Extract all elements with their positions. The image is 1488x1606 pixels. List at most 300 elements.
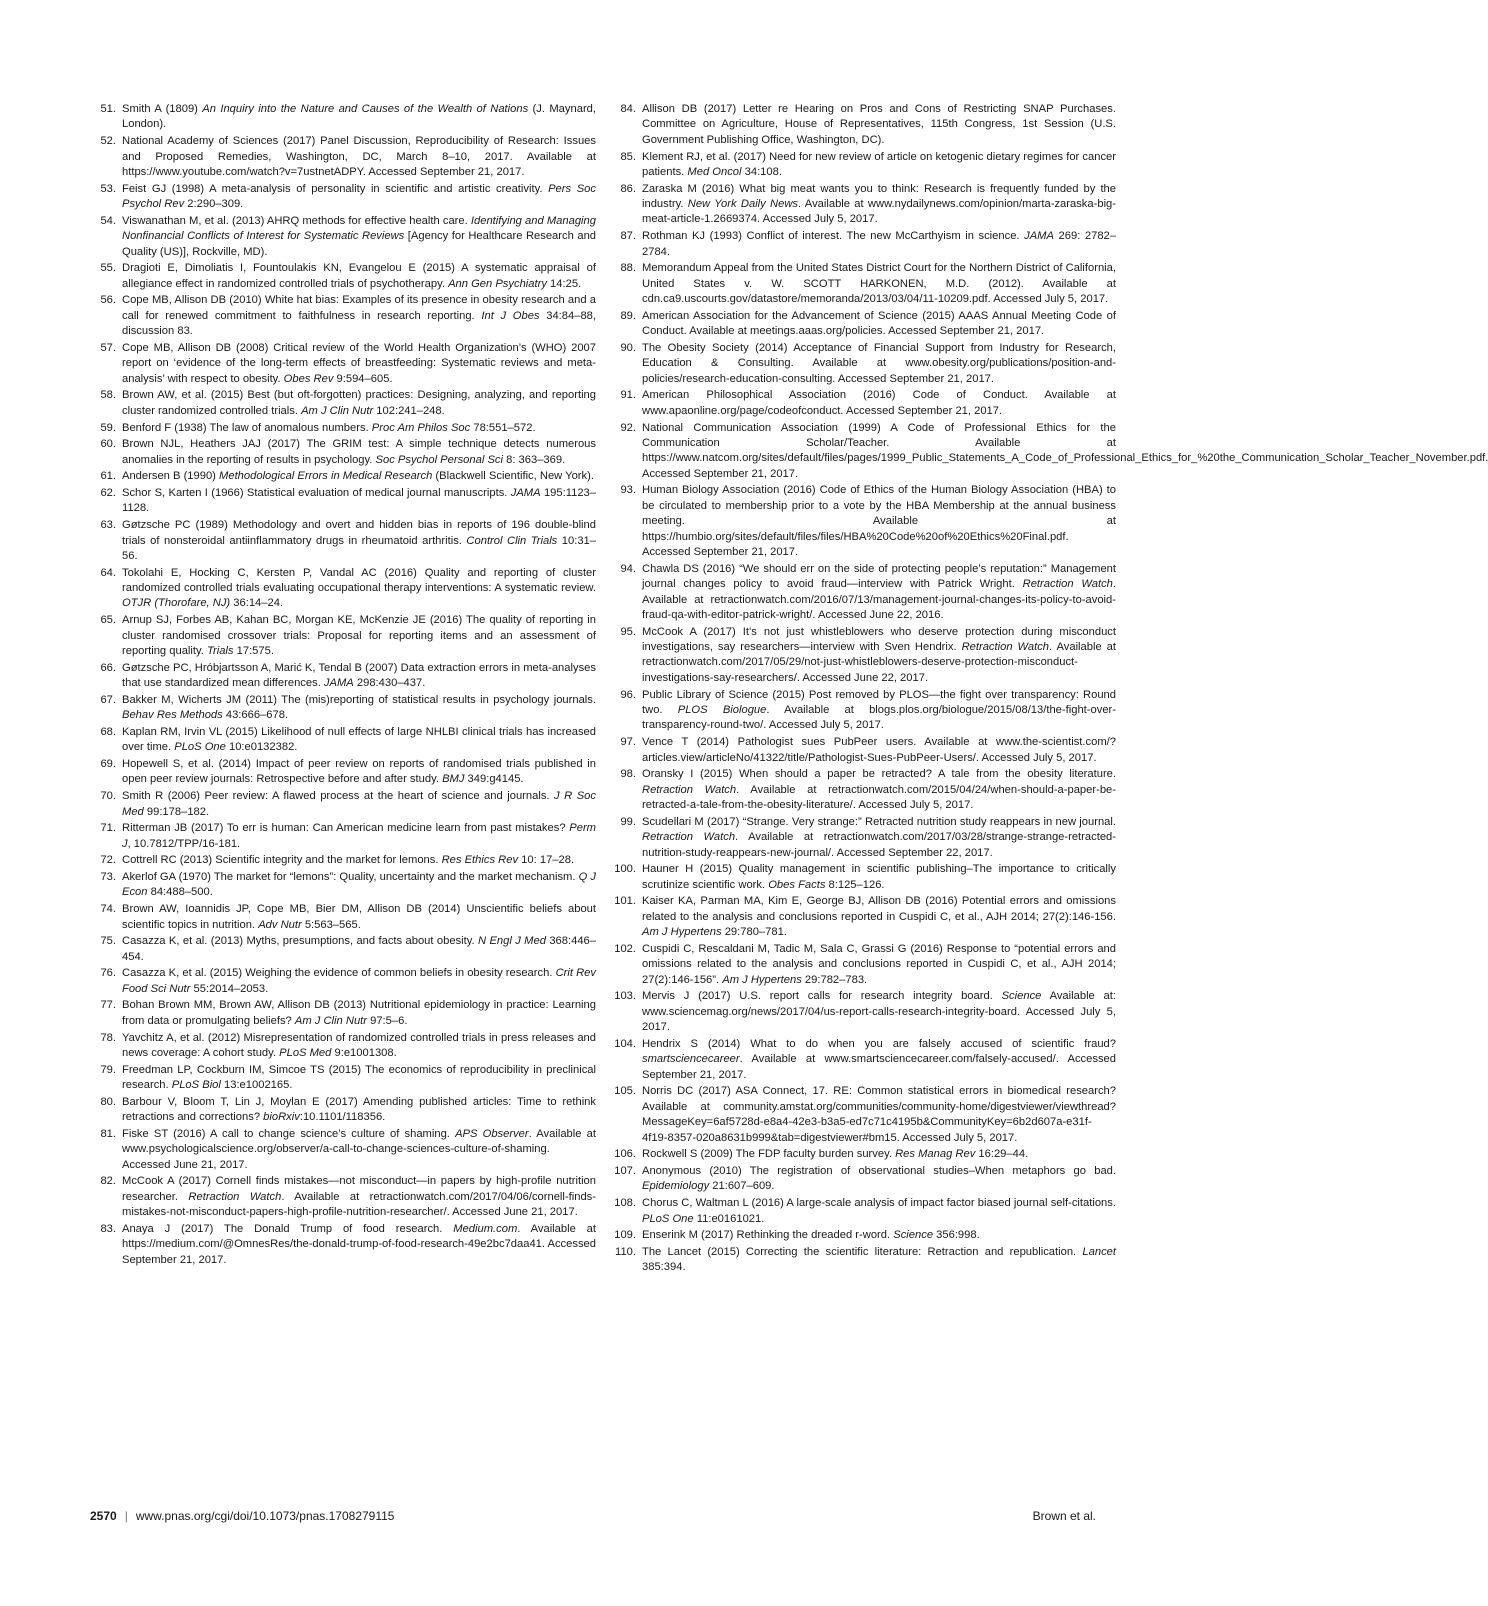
reference-item: [90, 1063, 596, 1094]
reference-text-segment: Anonymous (2010) The registration of observational studies–When metaphors go bad.: [642, 1165, 1116, 1178]
reference-text-segment: Freedman LP, Cockburn IM, Simcoe TS (2015) The economics of reproducibility in preclinical research.: [122, 1063, 596, 1092]
reference-item: [90, 1031, 596, 1062]
reference-journal-title: Behav Res Methods: [122, 709, 223, 722]
reference-text: [642, 689, 1116, 732]
reference-number: 58.: [100, 389, 116, 402]
reference-item: [610, 1147, 1116, 1162]
reference-journal-title: Res Ethics Rev: [441, 854, 519, 867]
reference-text-segment: Arnup SJ, Forbes AB, Kahan BC, Morgan KE, McKenzie JE (2016) The quality of reporting in cluster randomised crossover trials: Proposal for reporting items and an assessment of reporting quality.: [122, 614, 596, 657]
reference-text: [642, 310, 1116, 337]
reference-journal-title: Obes Facts: [768, 878, 826, 891]
reference-item: [610, 688, 1116, 734]
reference-number: 92.: [620, 421, 636, 434]
reference-text: [642, 1246, 1116, 1273]
reference-item: [90, 821, 596, 852]
reference-list-right: [610, 102, 1488, 1276]
reference-text-segment: Brown AW, et al. (2015) Best (but oft-forgotten) practices: Designing, analyzing, and reporting cluster randomized controlled trials.: [122, 389, 596, 417]
reference-text: [122, 215, 596, 258]
reference-item: [610, 421, 1488, 483]
reference-text-segment: 356:998.: [933, 1229, 980, 1242]
reference-text: [122, 438, 596, 465]
reference-text-segment: 8: 363–369.: [503, 453, 566, 466]
reference-text-segment: :10.1101/118356.: [299, 1111, 386, 1124]
reference-item: [90, 518, 596, 564]
reference-journal-title: JAMA: [1024, 230, 1054, 243]
reference-item: [90, 182, 596, 213]
reference-text-segment: Ritterman JB (2017) To err is human: Can American medicine learn from past mistakes?: [122, 822, 570, 835]
reference-text-segment: Enserink M (2017) Rethinking the dreaded r-word.: [642, 1229, 894, 1242]
reference-text-segment: 99:178–182.: [143, 805, 210, 818]
reference-item: [90, 102, 596, 133]
reference-text-segment: 10:e0132382.: [225, 741, 298, 754]
reference-number: 63.: [100, 519, 116, 532]
reference-number: 94.: [620, 562, 636, 575]
reference-number: 75.: [100, 935, 116, 948]
reference-text-segment: Oransky I (2015) When should a paper be retracted? A tale from the obesity literature.: [642, 768, 1116, 781]
reference-text-segment: . Available at retractionwatch.com/2017/04/06/cornell-finds-mistakes-not-misconduct-papers-high-profile-nutrition-researcher/. Accessed June 21, 2017.: [122, 1190, 596, 1219]
reference-item: [610, 341, 1116, 387]
reference-item: [90, 661, 596, 692]
reference-number: 90.: [620, 341, 636, 354]
reference-text: [642, 563, 1116, 621]
reference-number: 65.: [100, 614, 116, 627]
reference-number: 57.: [100, 341, 116, 354]
reference-number: 71.: [100, 822, 116, 835]
reference-text-segment: Available at: www.sciencemag.org/news/2017/04/us-report-calls-research-integrity-board. Accessed July 5, 2017.: [642, 990, 1116, 1034]
reference-journal-title: An Inquiry into the Nature and Causes of the Wealth of Nations: [202, 103, 529, 115]
reference-text: [122, 422, 536, 434]
reference-journal-title: Med Oncol: [687, 165, 742, 178]
reference-number: 101.: [614, 895, 636, 908]
reference-item: [90, 421, 596, 436]
reference-text-segment: Cope MB, Allison DB (2008) Critical review of the World Health Organization’s (WHO) 2007 report on ‘evidence of the long-term effects of breastfeeding: Systematic reviews and meta-analysis’ with respect to obesity.: [122, 341, 596, 385]
reference-number: 103.: [614, 990, 636, 1003]
reference-number: 52.: [100, 135, 116, 148]
reference-journal-title: Medium.com: [453, 1222, 518, 1235]
reference-item: [610, 767, 1116, 813]
reference-item: [90, 293, 596, 339]
reference-text-segment: Feist GJ (1998) A meta-analysis of personality in scientific and artistic creativity.: [122, 182, 549, 195]
reference-text-segment: Benford F (1938) The law of anomalous numbers.: [122, 421, 372, 434]
reference-journal-title: APS Observer: [455, 1127, 529, 1140]
reference-text-segment: Brown AW, Ioannidis JP, Cope MB, Bier DM, Allison DB (2014) Unscientific beliefs about scientific topics in nutrition.: [122, 903, 596, 931]
reference-text-segment: Akerlof GA (1970) The market for “lemons”: Quality, uncertainty and the market mechanism.: [122, 871, 579, 884]
reference-number: 55.: [100, 262, 116, 275]
reference-text-segment: 29:782–783.: [801, 973, 868, 986]
reference-text: [642, 1148, 1028, 1160]
reference-text: [122, 726, 596, 753]
reference-text-segment: 36:14–24.: [230, 597, 284, 610]
reference-text-segment: Rockwell S (2009) The FDP faculty burden survey.: [642, 1148, 896, 1161]
reference-text-segment: Cottrell RC (2013) Scientific integrity and the market for lemons.: [122, 854, 442, 867]
reference-text-segment: 11:e0161021.: [693, 1212, 765, 1225]
reference-text-segment: 10:31–56.: [122, 534, 596, 562]
reference-number: 108.: [614, 1197, 636, 1210]
reference-item: [610, 562, 1116, 624]
reference-text-segment: . Available at www.psychologicalscience.org/observer/a-call-to-change-sciences-culture-of-shaming. Accessed June 21, 2017.: [122, 1127, 596, 1171]
reference-number: 70.: [100, 790, 116, 803]
reference-journal-title: Am J Hypertens: [642, 926, 722, 939]
reference-item: [610, 815, 1116, 861]
reference-text-segment: . Available at www.nydailynews.com/opinion/marta-zaraska-big-meat-article-1.2669374. Accessed July 5, 2017.: [642, 198, 1117, 226]
doi-link[interactable]: www.pnas.org/cgi/doi/10.1073/pnas.1708279115: [135, 1509, 395, 1523]
reference-journal-title: Ann Gen Psychiatry: [448, 277, 547, 290]
reference-journal-title: PLoS Biol: [171, 1079, 221, 1092]
reference-text-segment: Vence T (2014) Pathologist sues PubPeer users. Available at www.the-scientist.com/?articles.view/articleNo/41322/title/Pathologist-Sues-PubPeer-Users/. Accessed July 5, 2017.: [642, 736, 1116, 764]
reference-text: [642, 736, 1116, 763]
reference-number: 96.: [620, 688, 636, 701]
reference-text-segment: Andersen B (1990): [122, 470, 220, 483]
reference-text-segment: Smith A (1809): [122, 103, 203, 115]
reference-journal-title: Adv Nutr: [258, 918, 302, 931]
reference-number: 100.: [614, 863, 636, 876]
reference-number: 95.: [620, 625, 636, 638]
reference-journal-title: Science: [1001, 990, 1042, 1003]
reference-text: [642, 990, 1116, 1033]
reference-number: 60.: [100, 438, 116, 451]
reference-item: [610, 1228, 1116, 1243]
reference-text-segment: . Available at retractionwatch.com/2017/03/28/strange-strange-retracted-nutrition-study-reappears-new-journal/. Accessed September 22, 2017.: [642, 831, 1116, 859]
reference-journal-title: Res Manag Rev: [895, 1148, 976, 1161]
reference-number: 83.: [100, 1222, 116, 1235]
reference-text-segment: 34:84–88, discussion 83.: [122, 309, 596, 338]
reference-text-segment: 195:1123–1128.: [122, 487, 596, 515]
reference-text-segment: Dragioti E, Dimoliatis I, Fountoulakis KN, Evangelou E (2015) A systematic appraisal of allegiance effect in randomized controlled trials of psychotherapy.: [122, 262, 596, 290]
reference-text-segment: Mervis J (2017) U.S. report calls for research integrity board.: [642, 990, 1002, 1003]
reference-text-segment: Smith R (2006) Peer review: A flawed process at the heart of science and journals.: [122, 790, 555, 803]
reference-text-segment: Hauner H (2015) Quality management in scientific publishing–The importance to critically scrutinize scientific work.: [642, 863, 1116, 891]
reference-item: [610, 989, 1116, 1035]
reference-text-segment: . Available at www.smartsciencecareer.com/falsely-accused/. Accessed September 21, 2017.: [642, 1053, 1116, 1081]
reference-text-segment: 16:29–44.: [975, 1148, 1029, 1161]
reference-item: [610, 1196, 1116, 1227]
reference-number: 110.: [615, 1245, 636, 1258]
page-footer: [90, 1506, 1096, 1526]
reference-journal-title: bioRxiv: [263, 1111, 300, 1124]
reference-text-segment: Bohan Brown MM, Brown AW, Allison DB (2013) Nutritional epidemiology in practice: Learning from data or promulgating beliefs?: [122, 999, 596, 1027]
reference-text-segment: 97:5–6.: [367, 1014, 408, 1027]
reference-text: [122, 1032, 596, 1059]
reference-text: [122, 967, 596, 994]
reference-journal-title: PLoS One: [174, 741, 226, 754]
reference-number: 78.: [100, 1031, 116, 1044]
reference-text-segment: Tokolahi E, Hocking C, Kersten P, Vandal AC (2016) Quality and reporting of cluster randomized controlled trials evaluating occupational therapy interventions: A systematic review.: [122, 566, 596, 595]
reference-text: [122, 822, 596, 849]
reference-item: [610, 735, 1116, 766]
reference-item: [610, 182, 1116, 228]
reference-item: [90, 853, 596, 868]
reference-journal-title: Perm J: [122, 822, 596, 850]
reference-text-segment: . Available at retractionwatch.com/2017/05/29/not-just-whistleblowers-deserve-protection-misconduct-investigations-say-researchers/. Accessed June 22, 2017.: [642, 641, 1116, 684]
reference-text-segment: 43:666–678.: [222, 709, 289, 722]
reference-text: [642, 1038, 1116, 1081]
reference-journal-title: Am J Clin Nutr: [294, 1014, 367, 1027]
reference-text-segment: 269: 2782–2784.: [642, 230, 1116, 258]
reference-text: [122, 342, 596, 385]
reference-number: 91.: [620, 389, 636, 402]
reference-item: [90, 1127, 596, 1173]
reference-item: [610, 894, 1116, 940]
reference-text-segment: Allison DB (2017) Letter re Hearing on Pros and Cons of Restricting SNAP Purchases. Committee on Agriculture, House of Representatives, 115th Congress, 1st Session (U.S. Government Publishing Office, Washington, DC).: [642, 103, 1116, 146]
reference-text: [642, 1197, 1116, 1224]
reference-text-segment: 385:394.: [642, 1261, 686, 1274]
reference-text-segment: . Available at blogs.plos.org/biologue/2015/08/13/the-fight-over-transparency-round-two/. Accessed July 5, 2017.: [642, 704, 1116, 732]
reference-item: [610, 229, 1116, 260]
reference-item: [610, 1245, 1116, 1276]
reference-number: 77.: [100, 999, 116, 1012]
reference-text: [642, 389, 1116, 416]
reference-text-segment: 10: 17–28.: [518, 854, 575, 867]
reference-number: 66.: [100, 661, 116, 674]
reference-journal-title: Q J Econ: [122, 871, 596, 899]
reference-text-segment: 55:2014–2053.: [190, 982, 269, 995]
reference-number: 82.: [100, 1175, 116, 1188]
reference-item: [90, 966, 596, 997]
reference-number: 86.: [620, 182, 636, 195]
reference-text-segment: 5:563–565.: [301, 918, 361, 931]
reference-item: [90, 261, 596, 292]
reference-journal-title: BMJ: [442, 773, 465, 786]
reference-number: 79.: [100, 1063, 116, 1076]
reference-journal-title: Am J Clin Nutr: [301, 404, 374, 417]
reference-journal-title: Control Clin Trials: [466, 534, 558, 547]
reference-text: [122, 519, 596, 562]
reference-number: 53.: [100, 182, 116, 195]
reference-number: 64.: [100, 566, 116, 579]
reference-text-segment: . Available at retractionwatch.com/2015/04/24/when-should-a-paper-be-retracted-a-tale-from-the-obesity-literature/. Accessed July 5, 2017.: [642, 783, 1116, 812]
reference-text-segment: . Available at https://medium.com/@OmnesRes/the-donald-trump-of-food-research-49e2bc7daa41. Accessed September 21, 2017.: [122, 1222, 597, 1266]
reference-text-segment: Hendrix S (2014) What to do when you are falsely accused of scientific fraud?: [642, 1037, 1116, 1050]
reference-text-segment: 13:e1002165.: [220, 1079, 293, 1092]
reference-journal-title: Epidemiology: [642, 1180, 710, 1193]
reference-text-segment: 9:e1001308.: [331, 1046, 397, 1059]
reference-journal-title: JAMA: [510, 487, 541, 500]
reference-number: 61.: [100, 470, 116, 483]
reference-journal-title: Retraction Watch: [642, 783, 737, 796]
reference-number: 87.: [620, 230, 636, 243]
reference-text-segment: Rothman KJ (1993) Conflict of interest. The new McCarthyism in science.: [642, 230, 1025, 243]
reference-item: [90, 1095, 596, 1126]
reference-journal-title: PLoS Med: [279, 1046, 332, 1059]
reference-list-left: [90, 102, 596, 1268]
reference-item: [610, 1084, 1116, 1146]
reference-text-segment: 29:780–781.: [721, 926, 787, 939]
reference-item: [610, 942, 1116, 988]
reference-journal-title: N Engl J Med: [477, 935, 546, 948]
reference-number: 59.: [100, 421, 116, 434]
reference-item: [610, 625, 1116, 687]
reference-text: [122, 135, 596, 178]
reference-journal-title: Retraction Watch: [188, 1190, 282, 1203]
reference-journal-title: Identifying and Managing Nonfinancial Conflicts of Interest for Systematic Reviews: [122, 214, 596, 243]
reference-text-segment: (Blackwell Scientific, New York).: [432, 470, 594, 483]
reference-text: [642, 422, 1488, 480]
reference-text-segment: 368:446–454.: [122, 935, 596, 963]
reference-journal-title: Soc Psychol Personal Sci: [375, 453, 503, 466]
reference-item: [90, 934, 596, 965]
reference-text: [122, 935, 596, 962]
reference-text: [122, 389, 596, 416]
references-column-left: [90, 102, 596, 1269]
reference-text-segment: Chawla DS (2016) “We should err on the side of protecting people’s reputation:” Management journal changes policy to avoid fraud—interview with Patrick Wright.: [642, 562, 1116, 591]
reference-text-segment: 9:594–605.: [333, 372, 393, 385]
reference-item: [610, 1037, 1116, 1083]
reference-text-segment: 298:430–437.: [353, 677, 426, 690]
reference-item: [90, 486, 596, 517]
reference-number: 73.: [100, 871, 116, 884]
reference-item: [90, 214, 596, 260]
reference-text-segment: 78:551–572.: [470, 421, 536, 434]
reference-text-segment: 14:25.: [546, 277, 582, 290]
reference-text: [122, 487, 596, 514]
reference-item: [610, 862, 1116, 893]
reference-text: [642, 151, 1116, 178]
reference-text-segment: Cope MB, Allison DB (2010) White hat bias: Examples of its presence in obesity research and a call for renewed commitment to faithfulness in research reporting.: [122, 294, 596, 322]
reference-number: 99.: [620, 815, 636, 828]
reference-text-segment: McCook A (2017) Cornell finds mistakes—not misconduct—in papers by high-profile nutrition researcher.: [122, 1175, 596, 1203]
reference-text: [122, 1175, 596, 1218]
reference-number: 104.: [614, 1037, 636, 1050]
reference-number: 107.: [614, 1165, 636, 1178]
reference-text: [122, 854, 574, 866]
reference-text-segment: Barbour V, Bloom T, Lin J, Moylan E (2017) Amending published articles: Time to rethink retractions and corrections?: [122, 1095, 596, 1124]
reference-item: [610, 388, 1116, 419]
reference-text-segment: National Communication Association (1999) A Code of Professional Ethics for the Communication Scholar/Teacher. Available at https://www.natcom.org/sites/default/files/pages/1999_Public_Statements_A_Code_of_Professional_Ethics_for_%20the_Communication_Scholar_Teacher_November.pdf. Accessed September 21, 2017.: [642, 421, 1488, 480]
footer-separator: |: [124, 1509, 128, 1523]
reference-text: [642, 342, 1116, 385]
reference-text-segment: Viswanathan M, et al. (2013) AHRQ methods for effective health care.: [122, 214, 471, 227]
reference-item: [90, 566, 596, 612]
reference-item: [610, 150, 1116, 181]
reference-text: [122, 614, 596, 657]
reference-text: [642, 183, 1116, 226]
reference-number: 102.: [614, 942, 636, 955]
reference-item: [90, 998, 596, 1029]
reference-journal-title: J R Soc Med: [122, 790, 596, 818]
reference-journal-title: Pers Soc Psychol Rev: [122, 182, 597, 211]
reference-text: [122, 183, 596, 210]
reference-text-segment: Casazza K, et al. (2013) Myths, presumptions, and facts about obesity.: [122, 935, 478, 948]
reference-journal-title: Proc Am Philos Soc: [371, 421, 471, 434]
reference-journal-title: Crit Rev Food Sci Nutr: [122, 967, 596, 995]
reference-text: [122, 662, 596, 689]
reference-text-segment: Zaraska M (2016) What big meat wants you to think: Research is frequently funded by the industry.: [642, 182, 1116, 211]
reference-journal-title: Am J Hypertens: [722, 973, 802, 986]
reference-item: [90, 341, 596, 387]
reference-item: [90, 1222, 596, 1268]
reference-number: 56.: [100, 294, 116, 307]
reference-item: [90, 388, 596, 419]
reference-text-segment: Brown NJL, Heathers JAJ (2017) The GRIM test: A simple technique detects numerous anomalies in the reporting of results in psychology.: [122, 438, 596, 466]
reference-text-segment: 34:108.: [741, 165, 782, 178]
reference-item: [90, 1174, 596, 1220]
reference-number: 98.: [620, 768, 636, 781]
reference-text-segment: Bakker M, Wicherts JM (2011) The (mis)reporting of statistical results in psychology journals.: [122, 693, 596, 706]
reference-number: 81.: [100, 1127, 116, 1140]
reference-journal-title: smartsciencecareer: [642, 1053, 740, 1066]
reference-text: [122, 1064, 596, 1091]
reference-item: [90, 870, 596, 901]
reference-number: 106.: [614, 1148, 636, 1161]
reference-journal-title: Retraction Watch: [642, 831, 736, 844]
reference-number: 62.: [100, 487, 116, 500]
reference-text: [122, 262, 596, 289]
reference-item: [610, 102, 1116, 148]
reference-journal-title: Methodological Errors in Medical Research: [219, 470, 433, 483]
reference-text: [122, 999, 596, 1026]
reference-text: [642, 1165, 1116, 1192]
reference-number: 54.: [100, 214, 116, 227]
reference-text-segment: McCook A (2017) It’s not just whistleblowers who deserve protection during misconduct investigations, say researchers—interview with Sven Hendrix.: [642, 625, 1116, 654]
reference-text: [642, 816, 1116, 859]
reference-text-segment: Yavchitz A, et al. (2012) Misrepresentation of randomized controlled trials in press releases and news coverage: A cohort study.: [122, 1031, 596, 1059]
reference-number: 68.: [100, 725, 116, 738]
reference-text-segment: American Philosophical Association (2016) Code of Conduct. Available at www.apaonline.org/page/codeofconduct. Accessed September 21, 2017.: [642, 389, 1116, 417]
reference-number: 88.: [620, 262, 636, 275]
reference-text-segment: 8:125–126.: [825, 878, 885, 891]
reference-text-segment: Hopewell S, et al. (2014) Impact of peer review on reports of randomised trials published in open peer review journals: Retrospective before and after study.: [122, 758, 596, 786]
reference-text: [122, 294, 596, 337]
reference-number: 51.: [100, 103, 116, 115]
reference-journal-title: Science: [893, 1229, 934, 1242]
reference-number: 85.: [620, 150, 636, 163]
reference-text-segment: Anaya J (2017) The Donald Trump of food research.: [122, 1222, 454, 1235]
reference-number: 97.: [620, 736, 636, 749]
reference-text: [642, 1085, 1116, 1143]
reference-text-segment: Norris DC (2017) ASA Connect, 17. RE: Common statistical errors in biomedical research? Available at community.amstat.org/communities/community-home/digestviewer/viewthread?MessageKey=6af5728d-e8a4-42e3-b3a5-ed7c71c4195b&CommunityKey=6b2d607a-e31f-4f19-8357-020a8631b999&tab=digestviewer#bm15. Accessed July 5, 2017.: [642, 1085, 1116, 1144]
reference-text-segment: 21:607–609.: [709, 1180, 775, 1193]
reference-journal-title: Trials: [207, 644, 234, 657]
reference-item: [90, 437, 596, 468]
reference-journal-title: PLOS Biologue: [677, 704, 767, 716]
reference-number: 93.: [620, 484, 636, 497]
reference-text: [642, 895, 1116, 938]
reference-item: [610, 309, 1116, 340]
reference-text-segment: 17:575.: [233, 644, 274, 657]
reference-text-segment: The Lancet (2015) Correcting the scientific literature: Retraction and republication.: [642, 1245, 1083, 1258]
reference-journal-title: Lancet: [1082, 1245, 1116, 1258]
reference-text-segment: , 10.7812/TPP/16-181.: [127, 837, 241, 850]
reference-text-segment: Chorus C, Waltman L (2016) A large-scale analysis of impact factor biased journal self-citations.: [642, 1197, 1116, 1210]
reference-text: [642, 262, 1116, 305]
reference-text-segment: Cuspidi C, Rescaldani M, Tadic M, Sala C, Grassi G (2016) Response to “potential errors and omissions related to the analysis and conclusions reported in Cuspidi C, et al., AJH 2014; 27(2):146-156”.: [642, 942, 1116, 986]
reference-text: [642, 230, 1116, 257]
reference-text-segment: Memorandum Appeal from the United States District Court for the Northern District of California, United States v. W. SCOTT HARKONEN, M.D. (2012). Available at cdn.ca9.uscourts.gov/datastore/memoranda/2013/03/04/11-10209.pdf. Accessed July 5, 2017.: [642, 262, 1116, 306]
reference-item: [610, 1164, 1116, 1195]
reference-text-segment: Public Library of Science (2015) Post removed by PLOS—the fight over transparency: Round two.: [642, 688, 1116, 716]
reference-journal-title: New York Daily News: [687, 198, 799, 211]
reference-text: [122, 1128, 596, 1171]
reference-text: [122, 1096, 596, 1123]
reference-text: [642, 943, 1116, 986]
reference-item: [90, 693, 596, 724]
reference-text-segment: Fiske ST (2016) A call to change science’s culture of shaming.: [122, 1127, 456, 1140]
reference-number: 76.: [100, 967, 116, 980]
reference-text: [122, 470, 594, 482]
reference-number: 67.: [100, 693, 116, 706]
references-column-right: [610, 102, 1488, 1277]
reference-item: [90, 613, 596, 659]
reference-journal-title: JAMA: [323, 677, 354, 690]
reference-text: [642, 768, 1116, 811]
reference-text: [642, 626, 1116, 684]
reference-number: 105.: [614, 1085, 636, 1098]
reference-text: [642, 484, 1116, 558]
reference-number: 74.: [100, 903, 116, 916]
reference-journal-title: Retraction Watch: [961, 641, 1050, 654]
reference-item: [90, 902, 596, 933]
reference-text-segment: Casazza K, et al. (2015) Weighing the evidence of common beliefs in obesity research.: [122, 967, 556, 980]
